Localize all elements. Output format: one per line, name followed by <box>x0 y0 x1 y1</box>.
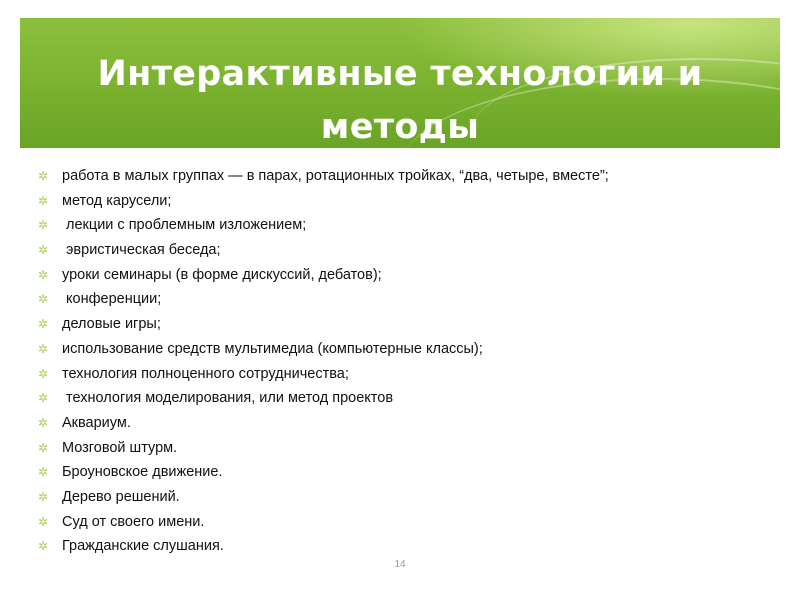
bullet-star-icon: ✲ <box>37 243 49 258</box>
title-line-2: методы <box>320 107 480 147</box>
list-item-text: деловые игры; <box>62 316 161 333</box>
list-item-text: лекции с проблемным изложением; <box>62 217 307 234</box>
list-item <box>36 436 766 461</box>
bullet-star-icon: ✲ <box>37 465 49 480</box>
bullet-star-icon: ✲ <box>37 193 49 208</box>
bullet-star-icon: ✲ <box>37 440 49 455</box>
list-item <box>36 337 766 362</box>
list-item-text: конференции; <box>62 291 162 308</box>
list-item-text: Гражданские слушания. <box>62 538 224 555</box>
list-item-text: уроки семинары (в форме дискуссий, дебатов); <box>62 266 382 283</box>
list-item <box>36 164 766 189</box>
bullet-star-icon: ✲ <box>37 415 49 430</box>
list-item-text: метод карусели; <box>62 192 172 209</box>
list-item-text: Суд от своего имени. <box>62 513 205 530</box>
bullet-star-icon: ✲ <box>37 514 49 529</box>
bullet-star-icon: ✲ <box>37 267 49 282</box>
bullet-star-icon: ✲ <box>37 317 49 332</box>
list-item <box>36 460 766 485</box>
bullet-star-icon: ✲ <box>37 539 49 554</box>
list-item <box>36 485 766 510</box>
title-line-1: Интерактивные технологии и <box>97 54 703 94</box>
list-item <box>36 213 766 238</box>
list-item <box>36 362 766 387</box>
bullet-star-icon: ✲ <box>37 169 49 183</box>
title-banner <box>20 18 780 148</box>
page-number: 14 <box>394 559 406 570</box>
list-item <box>36 312 766 337</box>
list-item <box>36 386 766 411</box>
list-item-text: Мозговой штурм. <box>62 439 178 456</box>
bullet-list <box>36 164 766 559</box>
bullet-star-icon: ✲ <box>37 366 49 381</box>
list-item-text: работа в малых группах — в парах, ротационных тройках, “два, четыре, вместе”; <box>62 168 609 184</box>
list-item-text: технология моделирования, или метод проектов <box>62 390 394 407</box>
list-item <box>36 189 766 214</box>
list-item <box>36 510 766 535</box>
list-item <box>36 263 766 288</box>
list-item <box>36 287 766 312</box>
list-item <box>36 534 766 559</box>
list-item-text: Дерево решений. <box>62 488 180 505</box>
list-item-text: технология полноценного сотрудничества; <box>62 365 349 382</box>
slide-title <box>20 48 780 148</box>
list-item <box>36 238 766 263</box>
bullet-star-icon: ✲ <box>37 292 49 307</box>
bullet-star-icon: ✲ <box>37 341 49 356</box>
list-item-text: Броуновское движение. <box>62 464 223 481</box>
bullet-star-icon: ✲ <box>37 218 49 233</box>
list-item-text: использование средств мультимедиа (компьютерные классы); <box>62 340 483 357</box>
list-item <box>36 411 766 436</box>
bullet-star-icon: ✲ <box>37 391 49 406</box>
list-item-text: Аквариум. <box>62 414 131 431</box>
bullet-star-icon: ✲ <box>37 489 49 504</box>
list-item-text: эвристическая беседа; <box>62 242 221 259</box>
